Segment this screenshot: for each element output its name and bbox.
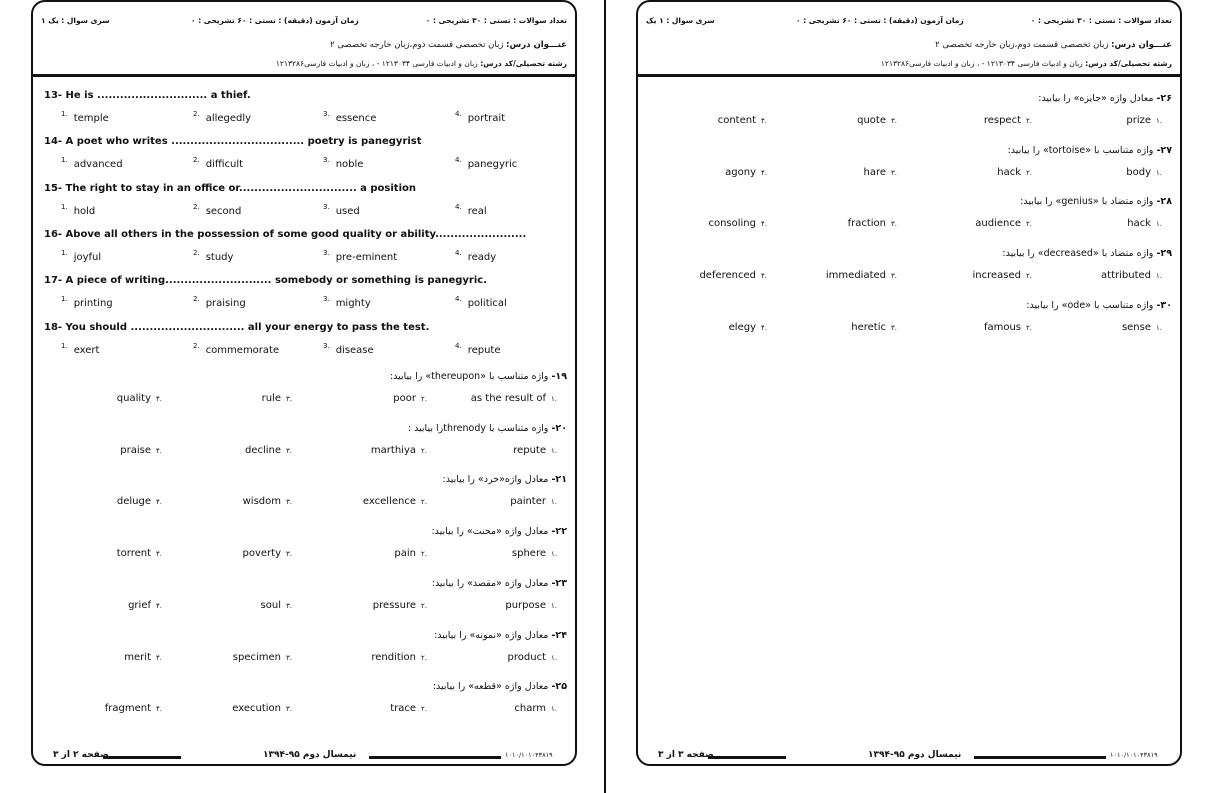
option-text: prize xyxy=(1126,115,1151,126)
option-number: ۳. xyxy=(286,601,292,610)
answer-option xyxy=(984,322,1032,333)
question-stem: 17- A piece of writing............................ somebody or something is panegyric. xyxy=(44,275,487,287)
answer-option xyxy=(61,156,123,170)
answer-option xyxy=(708,218,767,229)
question-text xyxy=(44,136,422,147)
option-text: essence xyxy=(335,113,377,124)
option-number: ۲. xyxy=(1026,323,1032,332)
option-number: 2. xyxy=(193,248,200,257)
answer-option xyxy=(243,548,293,559)
option-text: heretic xyxy=(851,321,886,333)
answer-option xyxy=(997,167,1032,178)
question-number: ۲۴- xyxy=(551,629,567,641)
option-number: ۴. xyxy=(761,323,767,332)
term-label: نیمسال دوم ۹۵-۱۳۹۴ xyxy=(263,750,357,760)
option-text: panegyric xyxy=(467,159,518,171)
question-stem: واژه متضاد با «genius» را بیابید: xyxy=(1020,196,1154,208)
question-text xyxy=(44,90,251,101)
option-number: ۲. xyxy=(421,705,427,714)
option-text: hold xyxy=(73,205,96,217)
course-title-value: زبان تخصصی قسمت دوم،زبان خارجه تخصصی ۲ xyxy=(330,40,504,50)
answer-option xyxy=(510,496,557,507)
option-number: ۳. xyxy=(891,220,897,229)
answer-option xyxy=(975,218,1032,229)
answer-option xyxy=(120,445,162,456)
option-number: 1. xyxy=(61,156,68,165)
option-number: ۳. xyxy=(891,168,897,177)
answer-option xyxy=(394,548,427,559)
option-text: quote xyxy=(857,115,886,126)
answer-option xyxy=(124,652,162,663)
option-text: consoling xyxy=(708,218,756,230)
option-text: used xyxy=(335,205,360,217)
option-number: ۱. xyxy=(551,601,557,610)
option-text: disease xyxy=(335,344,374,356)
option-text: as the result of xyxy=(470,393,546,404)
option-number: ۴. xyxy=(156,395,162,403)
question-count: تعداد سوالات : تستی : ۳۰ تشریحی : ۰ xyxy=(1030,16,1172,25)
option-text: poverty xyxy=(242,548,281,560)
question-stem: معادل واژه «محنت» را بیابید: xyxy=(431,526,549,538)
option-text: merit xyxy=(124,651,151,663)
option-text: execution xyxy=(232,703,281,715)
question-text xyxy=(44,183,416,194)
question-text xyxy=(431,526,567,537)
option-number: ۴. xyxy=(761,168,767,177)
footer-bar xyxy=(974,756,1106,759)
course-field xyxy=(276,59,567,68)
option-text: respect xyxy=(983,115,1021,126)
option-text: hack xyxy=(997,166,1021,178)
option-number: ۴. xyxy=(761,220,767,229)
exam-code: ۱۰۱۰/۱۰۱۰۴۳۸۱۹ xyxy=(1110,751,1158,759)
option-text: repute xyxy=(513,444,546,456)
question-text xyxy=(1008,145,1172,156)
option-number: ۱. xyxy=(1156,220,1162,229)
option-number: 2. xyxy=(193,341,200,350)
option-text: mighty xyxy=(335,298,371,310)
option-text: portrait xyxy=(467,113,506,124)
answer-option xyxy=(193,295,246,309)
footer-bar xyxy=(369,756,501,759)
answer-option xyxy=(193,110,251,124)
exam-time: زمان آزمون (دقیقه) : تستی : ۶۰ تشریحی : ۰ xyxy=(796,16,964,25)
answer-option xyxy=(471,393,557,404)
question-count: تعداد سوالات : تستی : ۳۰ تشریحی : ۰ xyxy=(425,16,567,25)
option-number: ۱. xyxy=(1156,117,1162,125)
option-number: 4. xyxy=(455,202,462,211)
option-text: real xyxy=(467,205,487,217)
option-text: allegedly xyxy=(205,113,252,124)
question-text xyxy=(1020,196,1172,207)
option-text: printing xyxy=(73,298,113,310)
footer-bar xyxy=(103,756,181,759)
answer-option xyxy=(117,393,162,404)
answer-option xyxy=(455,156,517,170)
page-footer xyxy=(31,748,577,766)
option-number: ۱. xyxy=(551,705,557,714)
answer-option xyxy=(455,342,501,356)
course-field xyxy=(881,59,1172,68)
answer-option xyxy=(512,548,557,559)
exam-code: ۱۰۱۰/۱۰۱۰۴۳۸۱۹ xyxy=(505,751,553,759)
answer-option xyxy=(826,270,897,281)
option-number: ۲. xyxy=(421,601,427,610)
course-field-value: زبان و ادبیات فارسی ۱۲۱۳۰۳۴ - ، زبان و ادبیات فارسی۱۲۱۳۲۸۶ xyxy=(880,59,1083,68)
question-text xyxy=(443,474,567,485)
answer-option xyxy=(390,703,427,714)
option-text: second xyxy=(205,205,242,217)
option-number: 1. xyxy=(61,110,68,118)
answer-option xyxy=(61,203,95,217)
option-number: 3. xyxy=(323,110,330,118)
question-text xyxy=(433,681,567,692)
question-number: ۲۲- xyxy=(551,526,567,538)
question-number: ۲۷- xyxy=(1156,144,1172,156)
question-text xyxy=(390,371,567,382)
answer-option xyxy=(851,322,897,333)
option-number: 3. xyxy=(323,156,330,165)
option-text: repute xyxy=(467,344,501,356)
option-text: poor xyxy=(393,393,416,404)
page-divider xyxy=(604,0,606,793)
option-number: ۱. xyxy=(1156,168,1162,177)
question-stem: واژه متناسب با «tortoise» را بیابید: xyxy=(1007,144,1154,156)
option-number: ۱. xyxy=(551,498,557,507)
answer-option xyxy=(323,295,371,309)
option-number: ۳. xyxy=(286,550,292,559)
answer-option xyxy=(261,600,292,611)
course-field-key: رشته تحصیلی/کد درس: xyxy=(1085,59,1172,68)
question-text xyxy=(44,229,526,240)
answer-option xyxy=(973,270,1033,281)
option-text: joyful xyxy=(73,251,102,263)
option-text: political xyxy=(467,298,507,310)
option-text: audience xyxy=(975,218,1021,230)
option-text: fraction xyxy=(847,218,886,230)
answer-option xyxy=(1126,167,1162,178)
option-number: 2. xyxy=(193,156,200,165)
answer-option xyxy=(371,445,427,456)
option-number: ۲. xyxy=(1026,117,1032,125)
answer-option xyxy=(373,600,427,611)
option-number: 4. xyxy=(455,156,462,165)
option-text: painter xyxy=(510,496,546,508)
header-rule xyxy=(636,74,1182,77)
option-text: deferenced xyxy=(699,270,756,282)
option-number: ۳. xyxy=(286,498,292,507)
option-text: advanced xyxy=(73,159,123,171)
option-number: ۴. xyxy=(156,653,162,662)
option-number: 1. xyxy=(61,341,68,350)
option-text: famous xyxy=(983,321,1021,333)
option-text: excellence xyxy=(362,496,416,508)
option-number: ۱. xyxy=(551,550,557,559)
option-text: elegy xyxy=(728,321,756,333)
option-number: ۳. xyxy=(891,272,897,281)
option-number: ۳. xyxy=(286,395,292,403)
answer-option xyxy=(193,156,243,170)
option-text: pain xyxy=(394,548,416,560)
course-title-key: عنـــوان درس: xyxy=(506,40,567,50)
question-stem: واژه متناسب با «thereupon» را بیابید: xyxy=(389,371,549,382)
option-number: ۱. xyxy=(1156,323,1162,332)
option-number: 2. xyxy=(193,110,200,118)
option-number: ۴. xyxy=(156,446,162,455)
question-number: ۲۸- xyxy=(1156,196,1172,208)
question-number: ۲۱- xyxy=(551,474,567,486)
option-number: 3. xyxy=(323,202,330,211)
option-text: ready xyxy=(467,251,497,263)
option-text: content xyxy=(717,115,756,126)
option-text: pressure xyxy=(372,599,416,611)
option-number: 4. xyxy=(455,295,462,304)
option-text: trace xyxy=(390,703,416,715)
question-number: ۲۳- xyxy=(551,577,567,589)
option-text: hare xyxy=(863,166,886,178)
course-title xyxy=(330,40,567,50)
exam-page-3 xyxy=(636,0,1182,766)
option-text: wisdom xyxy=(242,496,281,508)
answer-option xyxy=(323,203,360,217)
question-series: سری سوال : ۱ یک xyxy=(646,16,715,25)
answer-option xyxy=(1122,322,1162,333)
option-number: ۴. xyxy=(156,550,162,559)
answer-option xyxy=(514,703,557,714)
option-number: ۴. xyxy=(156,498,162,507)
option-number: 4. xyxy=(455,341,462,350)
answer-option xyxy=(857,115,897,126)
option-text: increased xyxy=(972,270,1021,282)
option-number: 2. xyxy=(193,202,200,211)
answer-option xyxy=(455,110,505,124)
option-number: ۴. xyxy=(761,272,767,281)
option-text: product xyxy=(507,651,546,663)
answer-option xyxy=(117,548,162,559)
option-text: body xyxy=(1126,166,1151,178)
answer-option xyxy=(1127,218,1162,229)
answer-option xyxy=(245,445,292,456)
question-stem: واژه متناسب با «ode» را بیابید: xyxy=(1026,299,1154,311)
answer-option xyxy=(61,249,101,263)
option-text: sense xyxy=(1121,321,1151,333)
answer-option xyxy=(718,115,767,126)
option-text: temple xyxy=(73,113,109,124)
question-stem: واژه متضاد با «decreased» را بیابید: xyxy=(1002,248,1154,260)
option-number: ۲. xyxy=(421,446,427,455)
question-number: ۱۹- xyxy=(551,371,567,382)
option-number: 1. xyxy=(61,295,68,304)
question-text xyxy=(44,275,487,286)
question-text xyxy=(408,423,567,434)
answer-option xyxy=(61,295,113,309)
answer-option xyxy=(729,322,767,333)
answer-option xyxy=(455,249,496,263)
answer-option xyxy=(262,393,292,404)
question-number: ۳۰- xyxy=(1156,299,1172,311)
option-number: ۲. xyxy=(421,550,427,559)
exam-page-2 xyxy=(31,0,577,766)
question-series: سری سوال : یک ۱ xyxy=(41,16,110,25)
option-number: ۳. xyxy=(286,446,292,455)
option-text: commemorate xyxy=(205,344,280,356)
question-stem: 16- Above all others in the possession of some good quality or ability........................ xyxy=(44,228,527,240)
question-number: ۲۹- xyxy=(1156,248,1172,260)
option-text: deluge xyxy=(116,496,151,508)
answer-option xyxy=(243,496,292,507)
option-text: grief xyxy=(128,599,151,611)
answer-option xyxy=(1101,270,1162,281)
question-stem: معادل واژه «مقصد» را بیابید: xyxy=(431,577,549,589)
answer-option xyxy=(193,342,279,356)
answer-option xyxy=(1126,115,1162,126)
answer-option xyxy=(128,600,162,611)
option-text: sphere xyxy=(511,548,546,560)
course-title-key: عنـــوان درس: xyxy=(1111,40,1172,50)
question-text xyxy=(432,578,567,589)
question-text xyxy=(1026,300,1172,311)
course-title xyxy=(935,40,1172,50)
option-text: immediated xyxy=(825,270,886,282)
answer-option xyxy=(323,156,363,170)
page-footer xyxy=(636,748,1182,766)
option-number: ۲. xyxy=(421,498,427,507)
question-stem: معادل واژه«خرد» را بیابید: xyxy=(442,474,549,486)
answer-option xyxy=(323,342,374,356)
course-field-value: زبان و ادبیات فارسی ۱۲۱۳۰۳۴ - ، زبان و ادبیات فارسی۱۲۱۳۲۸۶ xyxy=(275,59,478,68)
option-number: 3. xyxy=(323,295,330,304)
option-number: ۳. xyxy=(891,323,897,332)
answer-option xyxy=(61,110,109,124)
answer-option xyxy=(193,249,233,263)
option-number: ۳. xyxy=(891,117,897,125)
answer-option xyxy=(61,342,99,356)
option-text: rule xyxy=(261,393,281,404)
answer-option xyxy=(323,249,397,263)
answer-option xyxy=(984,115,1032,126)
option-text: agony xyxy=(725,166,756,178)
header-rule xyxy=(31,74,577,77)
question-stem: 18- You should .............................. all your energy to pass the test. xyxy=(44,321,430,333)
answer-option xyxy=(193,203,241,217)
question-stem: 14- A poet who writes ................................... poetry is panegyrist xyxy=(44,136,422,148)
answer-option xyxy=(371,652,427,663)
option-number: ۱. xyxy=(551,653,557,662)
option-text: soul xyxy=(260,599,281,611)
option-text: hack xyxy=(1127,218,1151,230)
option-text: specimen xyxy=(232,651,281,663)
option-number: 4. xyxy=(455,248,462,257)
option-text: torrent xyxy=(116,548,151,560)
question-text xyxy=(44,322,429,333)
question-stem: 13- He is ............................. a thief. xyxy=(44,90,251,101)
option-number: 4. xyxy=(455,110,462,118)
answer-option xyxy=(508,652,557,663)
option-text: difficult xyxy=(205,159,244,171)
option-text: fragment xyxy=(104,703,151,715)
option-text: marthiya xyxy=(370,444,416,456)
option-number: 2. xyxy=(193,295,200,304)
option-text: exert xyxy=(73,344,100,356)
option-number: 1. xyxy=(61,248,68,257)
answer-option xyxy=(363,496,427,507)
option-number: 3. xyxy=(323,341,330,350)
answer-option xyxy=(725,167,767,178)
option-number: ۴. xyxy=(761,117,767,125)
option-text: pre-eminent xyxy=(335,251,398,263)
option-text: decline xyxy=(244,444,281,456)
page-number: صفحه ۲ از ۳ xyxy=(53,750,109,760)
option-text: study xyxy=(205,251,234,263)
option-number: ۲. xyxy=(1026,220,1032,229)
option-number: ۱. xyxy=(551,446,557,455)
question-text xyxy=(434,630,567,641)
question-stem: واژه متناسب با threnodyرا بیابید : xyxy=(407,422,549,434)
option-text: praise xyxy=(120,444,151,456)
question-stem: معادل واژه «جایزه» را بیابید: xyxy=(1038,93,1154,104)
question-text xyxy=(1038,93,1172,104)
footer-bar xyxy=(708,756,786,759)
question-text xyxy=(1002,248,1172,259)
option-number: ۲. xyxy=(421,395,427,403)
option-number: 1. xyxy=(61,202,68,211)
answer-option xyxy=(105,703,162,714)
option-text: attributed xyxy=(1101,270,1151,282)
page-number: صفحه ۳ از ۳ xyxy=(658,750,714,760)
option-number: ۴. xyxy=(156,705,162,714)
question-number: ۲۶- xyxy=(1156,93,1172,104)
exam-time: زمان آزمون (دقیقه) : تستی : ۶۰ تشریحی : ۰ xyxy=(191,16,359,25)
option-text: purpose xyxy=(505,599,546,611)
option-text: noble xyxy=(335,159,364,171)
option-number: ۱. xyxy=(1156,272,1162,281)
question-stem: معادل واژه «نمونه» را بیابید: xyxy=(434,629,549,641)
option-text: rendition xyxy=(371,651,416,663)
answer-option xyxy=(233,652,292,663)
answer-option xyxy=(393,393,427,404)
answer-option xyxy=(513,445,557,456)
answer-option xyxy=(117,496,162,507)
answer-option xyxy=(505,600,557,611)
answer-option xyxy=(232,703,292,714)
option-number: ۳. xyxy=(286,705,292,714)
answer-option xyxy=(863,167,897,178)
course-title-value: زبان تخصصی قسمت دوم،زبان خارجه تخصصی ۲ xyxy=(935,40,1109,50)
option-number: ۳. xyxy=(286,653,292,662)
option-number: ۲. xyxy=(1026,272,1032,281)
option-number: ۱. xyxy=(551,395,557,403)
question-number: ۲۰- xyxy=(551,422,567,434)
answer-option xyxy=(323,110,376,124)
question-number: ۲۵- xyxy=(551,681,567,693)
term-label: نیمسال دوم ۹۵-۱۳۹۴ xyxy=(868,750,962,760)
option-text: praising xyxy=(205,298,246,310)
question-stem: معادل واژه «قطعه» را بیابید: xyxy=(432,681,549,693)
course-field-key: رشته تحصیلی/کد درس: xyxy=(480,59,567,68)
option-number: ۴. xyxy=(156,601,162,610)
option-text: quality xyxy=(116,393,151,404)
question-stem: 15- The right to stay in an office or............................... a position xyxy=(44,182,417,194)
option-number: 3. xyxy=(323,248,330,257)
answer-option xyxy=(848,218,897,229)
answer-option xyxy=(455,295,507,309)
answer-option xyxy=(455,203,487,217)
option-text: charm xyxy=(514,703,546,715)
answer-option xyxy=(699,270,767,281)
option-number: ۲. xyxy=(421,653,427,662)
option-number: ۲. xyxy=(1026,168,1032,177)
